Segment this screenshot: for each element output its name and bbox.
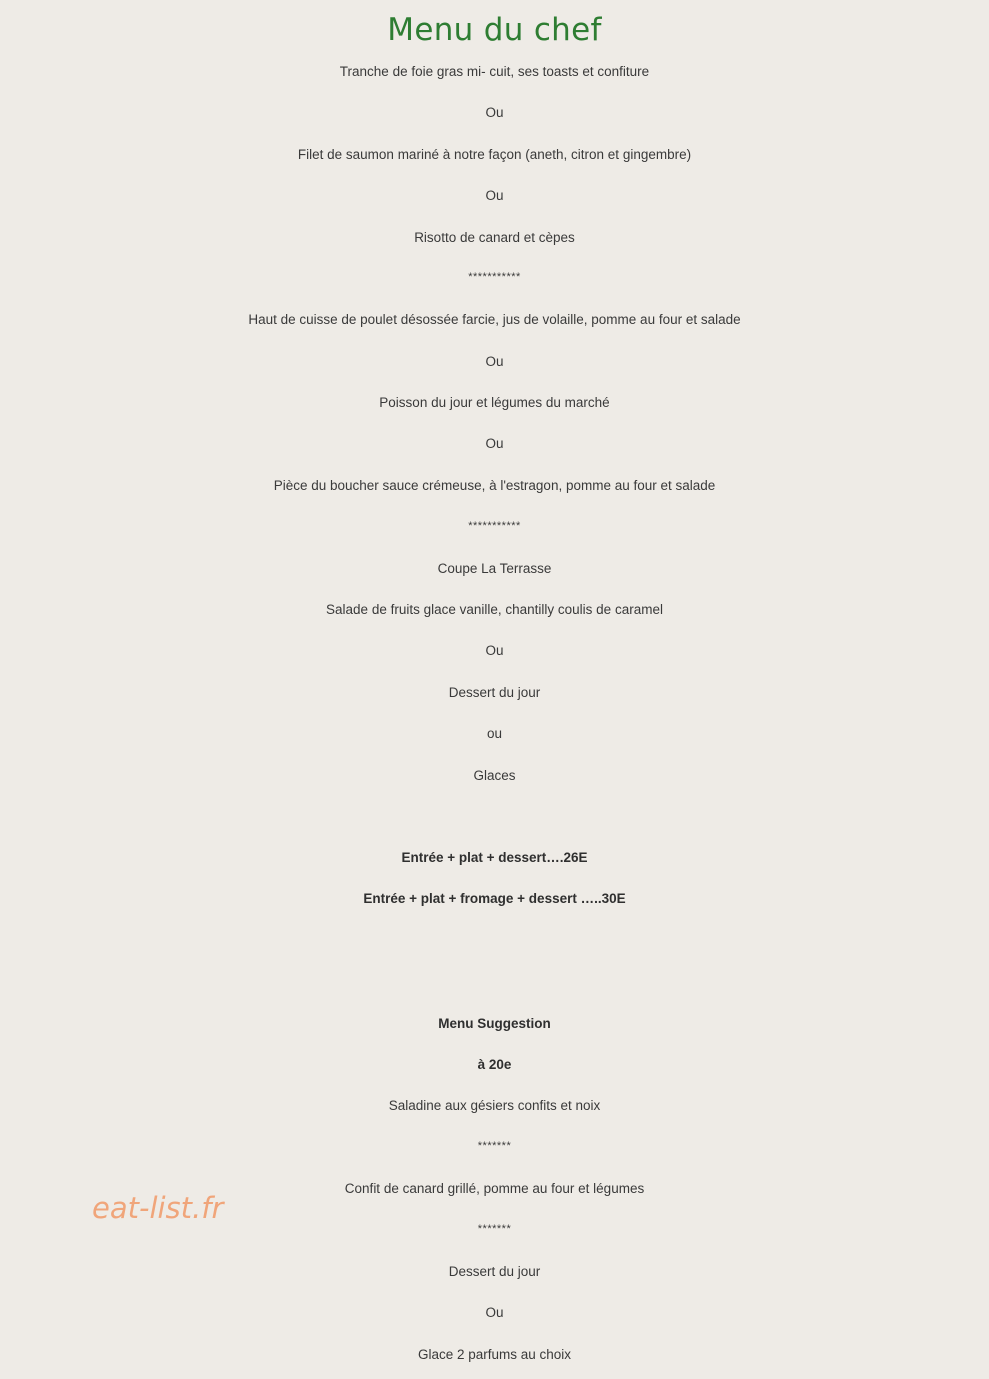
menu-line-starter-2: Filet de saumon mariné à notre façon (aneth, citron et gingembre)	[297, 147, 692, 162]
menu-line-or: ou	[486, 726, 503, 741]
menu-separator: ***********	[468, 520, 521, 532]
menu-line-or: Ou	[485, 436, 504, 451]
menu-line-or: Ou	[485, 643, 504, 658]
menu-line-main-2: Poisson du jour et légumes du marché	[379, 395, 610, 410]
suggestion-main: Confit de canard grillé, pomme au four et légumes	[344, 1181, 645, 1196]
menu-line-dessert-3: Glaces	[473, 768, 516, 783]
menu-line-or: Ou	[485, 1305, 504, 1320]
menu-line-main-3: Pièce du boucher sauce crémeuse, à l'estragon, pomme au four et salade	[273, 478, 716, 493]
price-line-2: Entrée + plat + fromage + dessert …..30E	[363, 891, 626, 906]
page-title: Menu du chef	[387, 12, 602, 48]
menu-line-or: Ou	[485, 354, 504, 369]
menu-line-dessert-2: Dessert du jour	[448, 685, 541, 700]
menu-separator: *******	[477, 1223, 512, 1235]
suggestion-price: à 20e	[477, 1057, 512, 1072]
menu-line-or: Ou	[485, 188, 504, 203]
suggestion-starter: Saladine aux gésiers confits et noix	[388, 1098, 601, 1113]
menu-line-dessert-1-detail: Salade de fruits glace vanille, chantilly coulis de caramel	[326, 602, 663, 617]
menu-separator: ***********	[468, 271, 521, 283]
suggestion-dessert-1: Dessert du jour	[448, 1264, 541, 1279]
menu-line-starter-1: Tranche de foie gras mi- cuit, ses toasts et confiture	[339, 64, 650, 79]
menu-line-main-1: Haut de cuisse de poulet désossée farcie, jus de volaille, pomme au four et salade	[248, 312, 741, 327]
suggestion-title: Menu Suggestion	[438, 1016, 551, 1031]
menu-line-starter-3: Risotto de canard et cèpes	[414, 230, 575, 245]
menu-line-dessert-1: Coupe La Terrasse	[437, 561, 552, 576]
menu-separator: *******	[477, 1140, 512, 1152]
watermark: eat-list.fr	[92, 1191, 224, 1225]
price-line-1: Entrée + plat + dessert….26E	[401, 850, 588, 865]
menu-line-or: Ou	[485, 105, 504, 120]
suggestion-dessert-2: Glace 2 parfums au choix	[417, 1347, 572, 1362]
